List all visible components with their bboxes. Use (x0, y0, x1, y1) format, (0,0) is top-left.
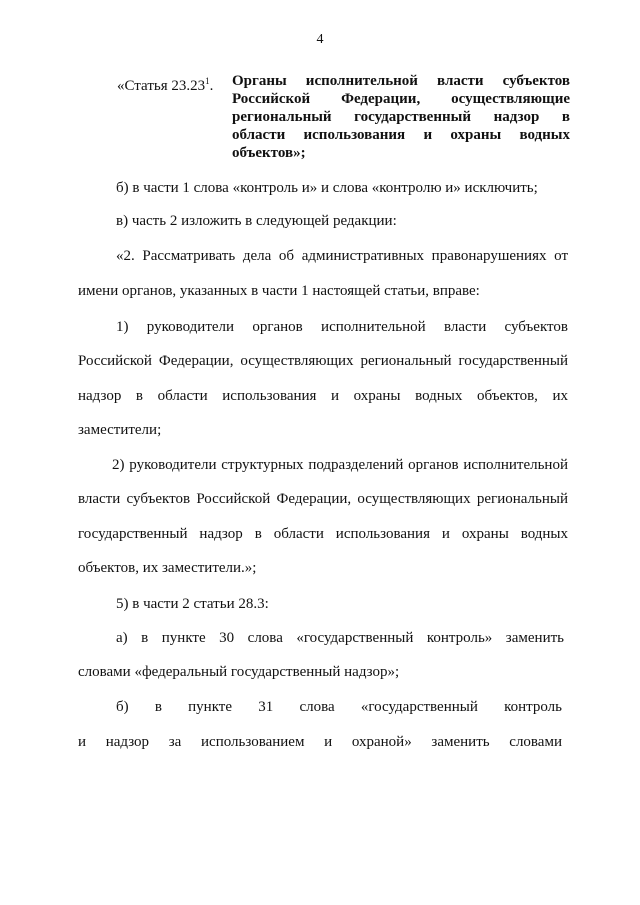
article-title-line: Российской Федерации, осуществляющие (232, 91, 570, 107)
article-title-line: Органы исполнительной власти субъектов (232, 73, 570, 89)
article-superscript: 1 (205, 76, 210, 86)
text-line: в) часть 2 изложить в следующей редакции: (116, 213, 397, 229)
text-line: а) в пункте 30 слова «государственный контроль» заменить (116, 630, 564, 646)
text-line: государственный надзор в области использования и охраны водных (78, 526, 568, 542)
article-label-suffix: . (209, 78, 214, 94)
text-line: власти субъектов Российской Федерации, осуществляющих региональный (78, 491, 568, 507)
text-line: б) в части 1 слова «контроль и» и слова «контролю и» исключить; (116, 180, 538, 196)
text-line: заместители; (78, 422, 162, 438)
text-line: «2. Рассматривать дела об административных правонарушениях от (116, 248, 568, 264)
text-line: словами «федеральный государственный надзор»; (78, 664, 400, 680)
article-title-line: объектов»; (232, 145, 306, 161)
text-line: 1) руководители органов исполнительной власти субъектов (116, 319, 568, 335)
article-title-line: области использования и охраны водных (232, 127, 570, 143)
text-line: и надзор за использованием и охраной» заменить словами (78, 734, 562, 750)
text-line: надзор в области использования и охраны водных объектов, их (78, 388, 568, 404)
text-line: Российской Федерации, осуществляющих региональный государственный (78, 353, 568, 369)
text-line: объектов, их заместители.»; (78, 560, 257, 576)
article-label-text: «Статья 23.23 (117, 78, 206, 94)
page-number: 4 (316, 32, 324, 47)
article-title-line: региональный государственный надзор в (232, 109, 570, 125)
text-line: 2) руководители структурных подразделений органов исполнительной (112, 457, 568, 473)
text-line: 5) в части 2 статьи 28.3: (116, 596, 269, 612)
text-line: б) в пункте 31 слова «государственный контроль (116, 699, 562, 715)
article-label (117, 72, 213, 95)
text-line: имени органов, указанных в части 1 настоящей статьи, вправе: (78, 283, 480, 299)
